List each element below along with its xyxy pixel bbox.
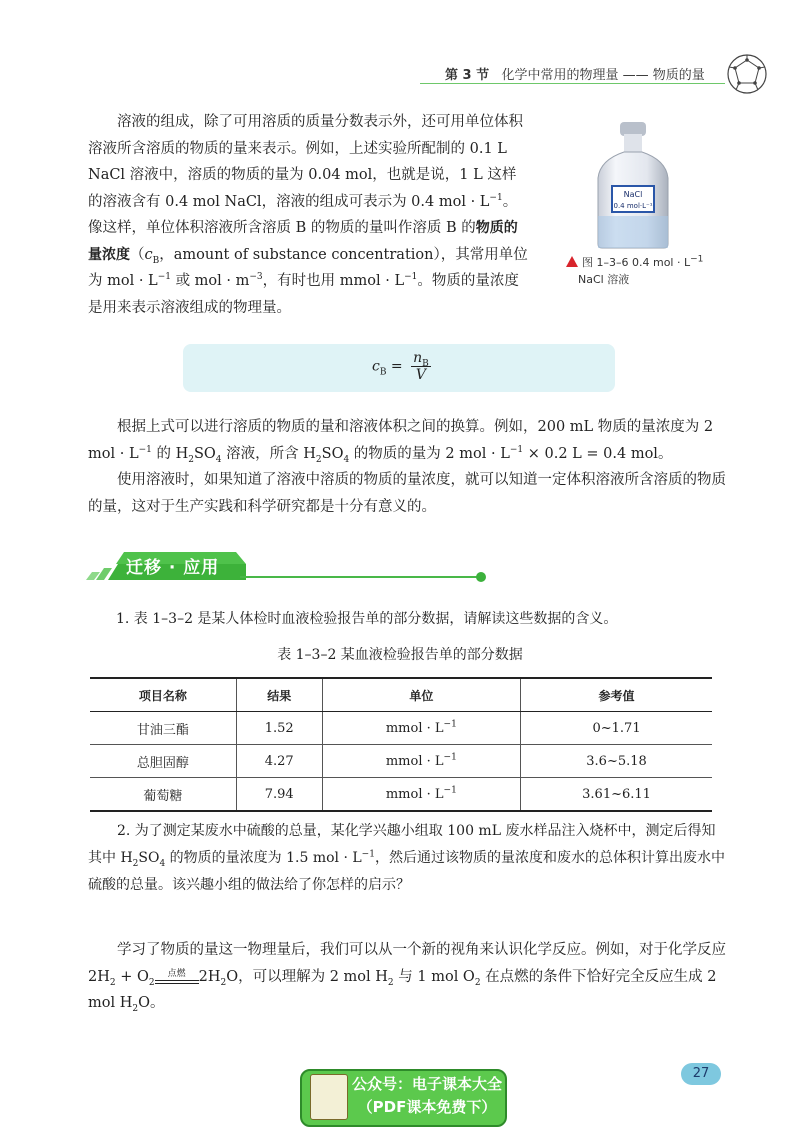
cell-unit <box>322 712 521 745</box>
formula-numerator <box>411 350 431 367</box>
cell-unit <box>322 745 521 778</box>
formula-lhs: c <box>372 358 380 375</box>
p1-text-d: 或 mol · m <box>170 273 250 289</box>
p4-text-f: 在点燃的条件下恰好完全反应生成 2 mol H <box>88 968 717 1011</box>
table-row <box>90 745 712 778</box>
p2-text-e: SO <box>321 445 344 462</box>
formula-lhs-sub: B <box>379 367 387 378</box>
triangle-icon <box>566 256 578 267</box>
q2-text-b: SO <box>138 850 160 866</box>
p1-text-e: ，有时也用 mmol · L <box>262 273 405 289</box>
p2-text-b: 的 H <box>151 445 189 462</box>
paragraph-concentration-intro <box>88 109 528 321</box>
bottle-label-line1: NaCl <box>623 190 643 199</box>
formula-fraction <box>411 350 431 383</box>
header-section: 第 3 节 <box>445 68 490 83</box>
banner-line <box>240 576 480 578</box>
formula-eq: = <box>386 358 408 375</box>
p4-sub-5: 2 <box>474 977 481 988</box>
p1-text-b: 。像这样，单位体积溶液所含溶质 B 的物质的量叫作溶质 B 的 <box>88 193 518 236</box>
cell-name: 甘油三酯 <box>90 712 236 745</box>
p1-symbol-c: c <box>144 246 153 263</box>
section-title: 迁移 · 应用 <box>126 558 220 578</box>
figure-label: 图 1–3–6 0.4 mol · L <box>582 256 691 269</box>
keyword-concentration: 物质的量浓度 <box>88 220 518 263</box>
unit-base: mmol · L <box>385 720 444 736</box>
p1-exp-1: −1 <box>489 192 503 203</box>
p1-exp-2: −1 <box>157 272 171 283</box>
col-header-unit: 单位 <box>322 678 521 712</box>
watermark-line-1: 公众号：电子课本大全 <box>352 1075 503 1093</box>
table-header-row <box>90 678 712 712</box>
page-number: 27 <box>681 1063 721 1085</box>
cell-result: 4.27 <box>236 745 322 778</box>
p2-exp-1: −1 <box>138 444 152 455</box>
unit-exp: −1 <box>443 719 457 730</box>
p4-text-a: 学习了物质的量这一物理量后，我们可以从一个新的视角来认识化学反应。例如，对于化学反应 2H <box>88 942 726 985</box>
running-header <box>445 64 705 83</box>
q2-text-d: ，然后通过该物质的量浓度和废水的总体积计算出废水中硫酸的总量。该兴趣小组的做法给了你怎样的启示？ <box>88 850 725 893</box>
p4-text-b: + O <box>115 968 149 985</box>
p2-sub-4: 4 <box>343 454 350 465</box>
p1-sub-b: B <box>152 255 160 266</box>
unit-base: mmol · L <box>385 786 444 802</box>
book-icon <box>310 1074 348 1120</box>
cell-reference: 3.61~6.11 <box>521 778 712 812</box>
figure-label-exp: −1 <box>690 254 704 265</box>
molecule-icon <box>725 52 769 96</box>
formula-denominator: V <box>415 367 426 383</box>
p4-text-d: O，可以理解为 2 mol H <box>226 968 388 985</box>
reaction-condition: 点燃 <box>167 969 186 979</box>
p4-sub-2: 2 <box>148 977 155 988</box>
p1-text-f: 。物质的量浓度是用来表示溶液组成的物理量。 <box>88 273 519 316</box>
cell-reference: 3.6~5.18 <box>521 745 712 778</box>
cell-result: 1.52 <box>236 712 322 745</box>
p2-text-d: 溶液，所含 H <box>221 445 316 462</box>
unit-exp: −1 <box>443 752 457 763</box>
cell-reference: 0~1.71 <box>521 712 712 745</box>
q2-text-a: 2. 为了测定某废水中硫酸的总量，某化学兴趣小组取 100 mL 废水样品注入烧杯中，测定后得知其中 H <box>88 823 716 866</box>
blood-test-table <box>90 677 712 812</box>
watermark-line-2: （PDF课本免费下） <box>357 1098 497 1116</box>
paragraph-conversion-example <box>88 414 728 467</box>
unit-exp: −1 <box>443 785 457 796</box>
p4-text-g: O。 <box>138 995 165 1011</box>
question-1: 1. 表 1–3–2 是某人体检时血液检验报告单的部分数据，请解读这些数据的含义。 <box>116 611 618 627</box>
cell-result: 7.94 <box>236 778 322 812</box>
table-row <box>90 712 712 745</box>
p2-text-g: × 0.2 L = 0.4 mol。 <box>523 445 673 462</box>
p1-text-c: （ <box>130 246 145 263</box>
p2-exp-2: −1 <box>509 444 524 455</box>
table-caption: 表 1–3–2 某血液检验报告单的部分数据 <box>277 647 523 663</box>
question-2 <box>88 818 728 899</box>
figure-label-2: NaCl 溶液 <box>578 273 630 286</box>
p4-text-c: 2H <box>198 968 221 985</box>
q2-sub-1: 2 <box>132 858 139 869</box>
p2-text-f: 的物质的量为 2 mol · L <box>349 445 510 462</box>
p1-exp-4: −1 <box>404 272 418 283</box>
table-row <box>90 778 712 812</box>
p2-sub-3: 2 <box>315 454 322 465</box>
formula-num: n <box>413 350 423 366</box>
paragraph-usage <box>88 467 728 520</box>
p4-sub-4: 2 <box>387 977 394 988</box>
q2-exp: −1 <box>361 849 375 860</box>
reaction-arrow <box>155 969 199 984</box>
bottle-label-line2: 0.4 mol·L⁻¹ <box>613 202 653 210</box>
formula-num-sub: B <box>422 358 429 369</box>
equals-sign <box>155 980 199 984</box>
q2-sub-2: 4 <box>159 858 166 869</box>
banner-dot <box>476 572 486 582</box>
p2-sub-2: 4 <box>215 454 222 465</box>
header-title: 化学中常用的物理量 —— 物质的量 <box>501 68 705 83</box>
p1-text-c2: ，amount of substance concentration），其常用单位为 mol · L <box>88 246 528 289</box>
cell-name: 葡萄糖 <box>90 778 236 812</box>
cell-name: 总胆固醇 <box>90 745 236 778</box>
col-header-item: 项目名称 <box>90 678 236 712</box>
p4-sub-6: 2 <box>132 1003 139 1014</box>
p4-text-e: 与 1 mol O <box>393 968 475 985</box>
unit-base: mmol · L <box>385 753 444 769</box>
col-header-result: 结果 <box>236 678 322 712</box>
concentration-formula <box>372 350 431 383</box>
p2-text-a: 根据上式可以进行溶质的物质的量和溶液体积之间的换算。例如，200 mL 物质的量浓度为 2 mol · L <box>88 419 714 462</box>
paragraph-reaction <box>88 937 728 1017</box>
header-rule <box>420 83 725 84</box>
p3-text: 使用溶液时，如果知道了溶液中溶质的物质的量浓度，就可以知道一定体积溶液所含溶质的物质的量，这对于生产实践和科学研究都是十分有意义的。 <box>88 472 726 515</box>
p4-sub-1: 2 <box>109 977 116 988</box>
col-header-reference: 参考值 <box>521 678 712 712</box>
reagent-bottle-image <box>588 120 678 250</box>
p2-sub-1: 2 <box>188 454 194 465</box>
p2-text-c: SO <box>193 445 216 462</box>
p1-exp-3: −3 <box>249 272 263 283</box>
cell-unit <box>322 778 521 812</box>
p4-sub-3: 2 <box>220 977 227 988</box>
p1-text-a: 溶液的组成，除了可用溶质的质量分数表示外，还可用单位体积溶液所含溶质的物质的量来表示。例如，上述实验所配制的 0.1 L NaCl 溶液中，溶质的物质的量为 0.04 mol，也就是说，1 L 这样的溶液含有 0.4 mol NaCl，溶液的组成可表示为 0.4 mol · L <box>88 114 523 210</box>
figure-caption <box>566 254 736 288</box>
q2-text-c: 的物质的量浓度为 1.5 mol · L <box>165 850 362 866</box>
